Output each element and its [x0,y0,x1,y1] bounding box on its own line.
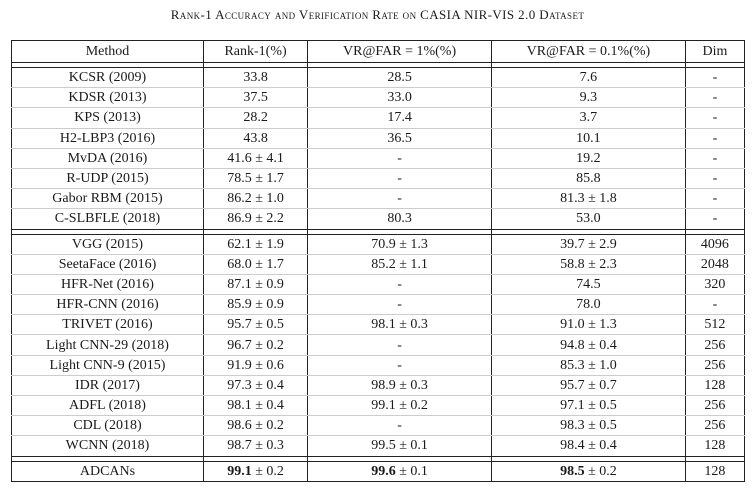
deep-methods-group [12,234,745,456]
dim-cell: - [685,209,744,229]
vr-far-1-cell: - [308,148,492,168]
method-cell: WCNN (2018) [12,436,204,456]
rank1-cell: 43.8 [203,128,307,148]
rank1-cell: 95.7 ± 0.5 [203,315,307,335]
vr-far-1-cell: - [308,355,492,375]
rank1-std: ± 0.2 [251,463,284,479]
table-row [12,209,745,229]
table-row [12,375,745,395]
vr-far-01-cell: 74.5 [491,274,685,294]
dim-cell: - [685,68,744,88]
method-cell: C-SLBFLE (2018) [12,209,204,229]
header-row [12,41,745,63]
table-row [12,295,745,315]
table-caption: Rank-1 Accuracy and Verification Rate on CASIA NIR-VIS 2.0 Dataset [170,7,585,22]
vr-far-1-cell: 28.5 [308,68,492,88]
vr-far-01-cell: 3.7 [491,108,685,128]
rank1-cell: 41.6 ± 4.1 [203,148,307,168]
table-row [12,168,745,188]
vr-far-1-cell: - [308,295,492,315]
method-cell: MvDA (2016) [12,148,204,168]
table-row [12,274,745,294]
vr-far-01-cell: 58.8 ± 2.3 [491,254,685,274]
vr-far-01-cell: 53.0 [491,209,685,229]
table-row [12,315,745,335]
vr-far-1-cell: 17.4 [308,108,492,128]
dim-cell: 128 [685,375,744,395]
method-cell: R-UDP (2015) [12,168,204,188]
method-cell: KCSR (2009) [12,68,204,88]
vr-far-1-cell: 85.2 ± 1.1 [308,254,492,274]
vr-far-01-cell: 91.0 ± 1.3 [491,315,685,335]
traditional-methods-group [12,68,745,230]
dim-cell: - [685,295,744,315]
rank1-cell: 98.7 ± 0.3 [203,436,307,456]
rank1-cell: 86.2 ± 1.0 [203,189,307,209]
vr-far-1-cell: - [308,168,492,188]
method-cell: SeetaFace (2016) [12,254,204,274]
rank1-cell: 97.3 ± 0.4 [203,375,307,395]
table-row [12,108,745,128]
dim-cell: - [685,189,744,209]
rank1-cell: 33.8 [203,68,307,88]
rank1-cell: 91.9 ± 0.6 [203,355,307,375]
dim-cell: - [685,108,744,128]
method-cell: ADCANs [12,461,204,481]
table-row [12,128,745,148]
vr-far-01-cell: 81.3 ± 1.8 [491,189,685,209]
vr-far-01-cell: 98.4 ± 0.4 [491,436,685,456]
method-cell: ADFL (2018) [12,396,204,416]
method-cell: HFR-Net (2016) [12,274,204,294]
rank1-best-value: 99.1 [227,463,252,479]
vr-far-01-cell: 39.7 ± 2.9 [491,234,685,254]
vr-far-1-cell: 99.5 ± 0.1 [308,436,492,456]
dim-cell: 256 [685,355,744,375]
vr-far-01-cell: 19.2 [491,148,685,168]
dim-cell: 256 [685,335,744,355]
method-cell: Light CNN-9 (2015) [12,355,204,375]
method-cell: KDSR (2013) [12,88,204,108]
results-table [11,40,745,482]
dim-cell: - [685,88,744,108]
method-cell: TRIVET (2016) [12,315,204,335]
vr-far-1-cell: - [308,189,492,209]
vr-far-1-cell: 98.9 ± 0.3 [308,375,492,395]
table-row [12,88,745,108]
table-row [12,461,745,481]
dim-cell: 512 [685,315,744,335]
vr-far-1-cell: - [308,416,492,436]
table-row [12,254,745,274]
vr-far-1-cell: - [308,274,492,294]
method-cell: HFR-CNN (2016) [12,295,204,315]
method-cell: KPS (2013) [12,108,204,128]
table-row [12,355,745,375]
vr-far-1-cell: 33.0 [308,88,492,108]
rank1-cell: 96.7 ± 0.2 [203,335,307,355]
vr-far-1-cell [308,461,492,481]
rank1-cell: 98.1 ± 0.4 [203,396,307,416]
header-rank1: Rank-1(%) [203,41,307,63]
dim-cell: 4096 [685,234,744,254]
vr-far-01-cell: 78.0 [491,295,685,315]
dim-cell: 128 [685,461,744,481]
rank1-cell: 86.9 ± 2.2 [203,209,307,229]
table-row [12,436,745,456]
vr-far-1-cell: 99.1 ± 0.2 [308,396,492,416]
header-vr-far-1: VR@FAR = 1%(%) [308,41,492,63]
vr-far-1-cell: 80.3 [308,209,492,229]
table-row [12,148,745,168]
vr-far-1-cell: 98.1 ± 0.3 [308,315,492,335]
vr-far-1-cell: 36.5 [308,128,492,148]
dim-cell: 320 [685,274,744,294]
vr-far-1-cell: 70.9 ± 1.3 [308,234,492,254]
dim-cell: 256 [685,416,744,436]
dim-cell: 128 [685,436,744,456]
vr-far-1-best-value: 99.6 [371,463,396,479]
method-cell: VGG (2015) [12,234,204,254]
vr-far-01-cell: 7.6 [491,68,685,88]
vr-far-01-cell: 94.8 ± 0.4 [491,335,685,355]
header-vr-far-01: VR@FAR = 0.1%(%) [491,41,685,63]
dim-cell: - [685,148,744,168]
dim-cell: - [685,168,744,188]
rank1-cell: 28.2 [203,108,307,128]
vr-far-01-std: ± 0.2 [584,463,617,479]
rank1-cell: 68.0 ± 1.7 [203,254,307,274]
table-row [12,396,745,416]
rank1-cell [203,461,307,481]
rank1-cell: 87.1 ± 0.9 [203,274,307,294]
vr-far-01-cell: 85.3 ± 1.0 [491,355,685,375]
header-method: Method [12,41,204,63]
method-cell: IDR (2017) [12,375,204,395]
dim-cell: - [685,128,744,148]
vr-far-01-cell: 97.1 ± 0.5 [491,396,685,416]
vr-far-01-cell: 95.7 ± 0.7 [491,375,685,395]
dim-cell: 2048 [685,254,744,274]
table-row [12,68,745,88]
vr-far-01-cell: 10.1 [491,128,685,148]
method-cell: CDL (2018) [12,416,204,436]
rank1-cell: 37.5 [203,88,307,108]
vr-far-01-cell: 85.8 [491,168,685,188]
method-cell: Light CNN-29 (2018) [12,335,204,355]
rank1-cell: 78.5 ± 1.7 [203,168,307,188]
header-dim: Dim [685,41,744,63]
vr-far-1-std: ± 0.1 [395,463,428,479]
rank1-cell: 62.1 ± 1.9 [203,234,307,254]
vr-far-01-cell: 98.3 ± 0.5 [491,416,685,436]
rank1-cell: 98.6 ± 0.2 [203,416,307,436]
vr-far-01-cell [491,461,685,481]
table-row [12,234,745,254]
dim-cell: 256 [685,396,744,416]
table-row [12,189,745,209]
table-row [12,416,745,436]
rank1-cell: 85.9 ± 0.9 [203,295,307,315]
vr-far-01-best-value: 98.5 [560,463,585,479]
table-row [12,335,745,355]
proposed-method-group [12,461,745,481]
method-cell: Gabor RBM (2015) [12,189,204,209]
vr-far-01-cell: 9.3 [491,88,685,108]
method-cell: H2-LBP3 (2016) [12,128,204,148]
vr-far-1-cell: - [308,335,492,355]
